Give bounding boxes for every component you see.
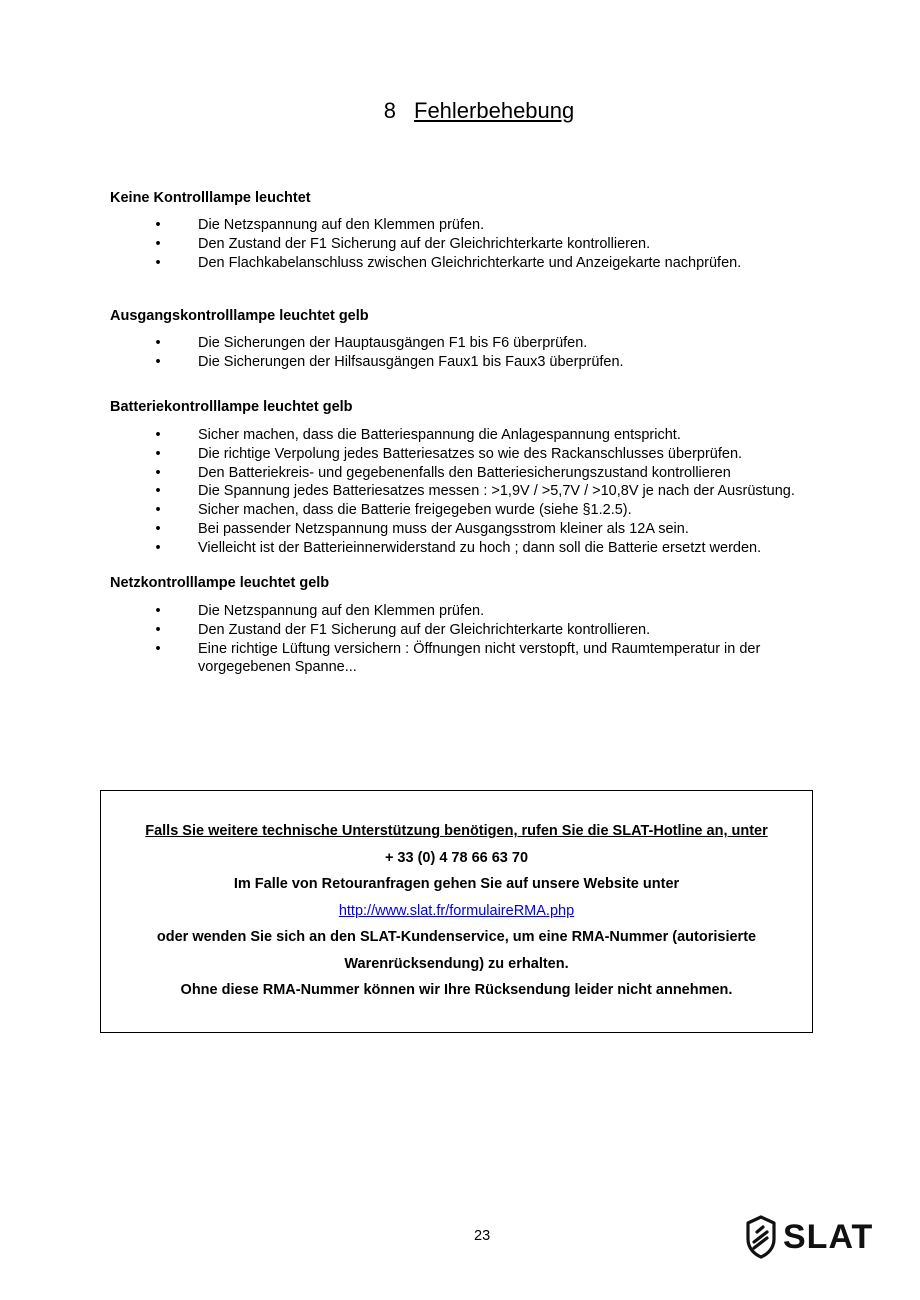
bullet-icon: • bbox=[155, 217, 161, 233]
bullet-icon: • bbox=[155, 335, 161, 351]
list-item: • Eine richtige Lüftung versichern : Öffnungen nicht verstopft, und Raumtemperatur in der vorgegebenen Spanne... bbox=[110, 640, 818, 678]
list-item: • Die Sicherungen der Hauptausgängen F1 bis F6 überprüfen. bbox=[110, 334, 890, 353]
list-item: • Den Zustand der F1 Sicherung auf der Gleichrichterkarte kontrollieren. bbox=[110, 235, 890, 254]
chapter-number: 8 bbox=[383, 98, 396, 123]
chapter-title-text: Fehlerbehebung bbox=[414, 98, 575, 123]
list-item: • Die Sicherungen der Hilfsausgängen Faux1 bis Faux3 überprüfen. bbox=[110, 353, 890, 372]
rma-form-link[interactable]: http://www.slat.fr/formulaireRMA.php bbox=[338, 902, 575, 919]
section-heading: Batteriekontrolllampe leuchtet gelb bbox=[110, 399, 353, 415]
bullet-list bbox=[110, 602, 890, 677]
bullet-icon: • bbox=[155, 520, 161, 537]
bullet-icon: • bbox=[155, 603, 161, 619]
section-heading: Ausgangskontrolllampe leuchtet gelb bbox=[110, 308, 369, 324]
slat-shield-icon bbox=[745, 1215, 777, 1259]
list-item: • Die richtige Verpolung jedes Batteriesatzes so wie des Rackanschlusses überprüfen. bbox=[110, 445, 890, 464]
bullet-icon: • bbox=[155, 353, 161, 370]
bullet-list bbox=[110, 334, 890, 372]
support-box bbox=[100, 790, 813, 1033]
rma-warning: Ohne diese RMA-Nummer können wir Ihre Rücksendung leider nicht annehmen. bbox=[180, 982, 733, 998]
section-battery-lamp bbox=[110, 398, 890, 558]
bullet-icon: • bbox=[155, 427, 161, 443]
page-number: 23 bbox=[474, 1228, 491, 1244]
bullet-icon: • bbox=[155, 254, 161, 271]
section-output-lamp bbox=[110, 307, 890, 372]
bullet-icon: • bbox=[155, 445, 161, 462]
list-item: • Den Zustand der F1 Sicherung auf der Gleichrichterkarte kontrollieren. bbox=[110, 621, 890, 640]
list-item: • Die Spannung jedes Batteriesatzes messen : >1,9V / >5,7V / >10,8V je nach der Ausrüstung. bbox=[110, 482, 890, 501]
hotline-text: Falls Sie weitere technische Unterstützung benötigen, rufen Sie die SLAT-Hotline an, unter bbox=[145, 823, 768, 839]
bullet-icon: • bbox=[155, 235, 161, 252]
service-text: oder wenden Sie sich an den SLAT-Kundenservice, um eine RMA-Nummer (autorisierte bbox=[156, 929, 757, 945]
return-text: Im Falle von Retouranfragen gehen Sie auf unsere Website unter bbox=[233, 876, 680, 892]
list-item: • Bei passender Netzspannung muss der Ausgangsstrom kleiner als 12A sein. bbox=[110, 520, 890, 539]
bullet-icon: • bbox=[155, 640, 161, 657]
logo-text: SLAT bbox=[783, 1217, 874, 1256]
service-text-cont: Warenrücksendung) zu erhalten. bbox=[344, 955, 569, 972]
bullet-icon: • bbox=[155, 621, 161, 638]
section-heading: Keine Kontrolllampe leuchtet bbox=[110, 190, 311, 206]
bullet-icon: • bbox=[155, 539, 161, 556]
list-item: • Vielleicht ist der Batterieinnerwiderstand zu hoch ; dann soll die Batterie ersetzt werden. bbox=[110, 539, 890, 558]
bullet-list bbox=[110, 216, 890, 272]
list-item: • Die Netzspannung auf den Klemmen prüfen. bbox=[110, 216, 890, 235]
bullet-list bbox=[110, 426, 890, 558]
bullet-icon: • bbox=[155, 502, 161, 519]
list-item: • Den Flachkabelanschluss zwischen Gleichrichterkarte und Anzeigekarte nachprüfen. bbox=[110, 254, 890, 273]
section-mains-lamp bbox=[110, 574, 890, 677]
chapter-title bbox=[0, 98, 920, 124]
list-item: • Sicher machen, dass die Batteriespannung die Anlagespannung entspricht. bbox=[110, 426, 890, 445]
hotline-phone: + 33 (0) 4 78 66 63 70 bbox=[384, 849, 529, 866]
list-item: • Den Batteriekreis- und gegebenenfalls den Batteriesicherungszustand kontrollieren bbox=[110, 464, 890, 483]
bullet-icon: • bbox=[155, 483, 161, 500]
list-item: • Sicher machen, dass die Batterie freigegeben wurde (siehe §1.2.5). bbox=[110, 501, 890, 520]
list-item: • Die Netzspannung auf den Klemmen prüfen. bbox=[110, 602, 890, 621]
bullet-icon: • bbox=[155, 464, 161, 481]
section-heading: Netzkontrolllampe leuchtet gelb bbox=[110, 575, 330, 591]
section-no-lamp bbox=[110, 189, 890, 272]
slat-logo bbox=[745, 1214, 885, 1260]
